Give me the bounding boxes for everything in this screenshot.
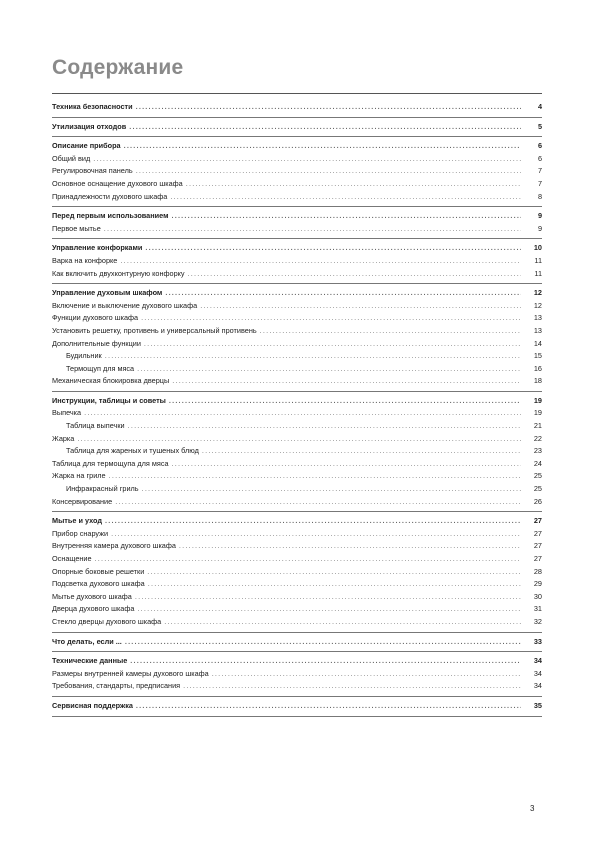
dot-leader	[130, 655, 521, 668]
toc-entry-page: 10	[533, 243, 542, 253]
toc-entry-title: Общий вид	[52, 153, 91, 163]
toc-entry[interactable]	[52, 483, 542, 496]
dot-leader	[164, 616, 521, 629]
toc-entry-page: 27	[533, 528, 542, 538]
title-divider	[52, 93, 542, 94]
toc-entry[interactable]	[52, 255, 542, 268]
toc-entry[interactable]	[52, 680, 542, 693]
dot-leader	[125, 636, 521, 649]
toc-entry-title: Консервирование	[52, 496, 113, 506]
toc-heading[interactable]	[52, 515, 542, 528]
toc-entry-title: Что делать, если ...	[52, 636, 122, 646]
toc-entry-page: 12	[533, 288, 542, 298]
toc-entry-page: 14	[533, 338, 542, 348]
toc-entry-title: Регулировочная панель	[52, 166, 133, 176]
toc-entry[interactable]	[52, 528, 542, 541]
toc-entry-page: 34	[533, 681, 542, 691]
dot-leader	[186, 178, 521, 191]
dot-leader	[111, 528, 521, 541]
toc-entry-title: Механическая блокировка дверцы	[52, 376, 170, 386]
dot-leader	[172, 458, 521, 471]
dot-leader	[260, 325, 521, 338]
dot-leader	[135, 591, 521, 604]
toc-section	[52, 652, 542, 697]
dot-leader	[147, 566, 521, 579]
toc-entry-title: Внутренняя камера духового шкафа	[52, 541, 176, 551]
dot-leader	[77, 433, 521, 446]
toc-entry-page: 7	[537, 178, 542, 188]
dot-leader	[165, 287, 521, 300]
toc-entry[interactable]	[52, 223, 542, 236]
toc-entry-title: Инфракрасный гриль	[66, 484, 139, 494]
toc-entry[interactable]	[52, 603, 542, 616]
dot-leader	[136, 700, 521, 713]
toc-entry[interactable]	[52, 325, 542, 338]
dot-leader	[169, 395, 521, 408]
toc-entry-page: 8	[537, 191, 542, 201]
toc-entry-page: 29	[533, 579, 542, 589]
toc-entry-page: 35	[533, 700, 542, 710]
dot-leader	[188, 268, 521, 281]
dot-leader	[95, 553, 521, 566]
toc-entry-title: Таблица для жареных и тушеных блюд	[66, 446, 199, 456]
toc-entry-page: 13	[533, 325, 542, 335]
toc-entry-page: 25	[533, 471, 542, 481]
toc-entry-title: Дополнительные функции	[52, 338, 141, 348]
toc-entry-page: 12	[533, 300, 542, 310]
dot-leader	[115, 496, 521, 509]
toc-entry-title: Управление конфорками	[52, 243, 143, 253]
toc-entry-title: Основное оснащение духового шкафа	[52, 178, 183, 188]
dot-leader	[172, 375, 521, 388]
dot-leader	[120, 255, 521, 268]
toc-entry-page: 25	[533, 484, 542, 494]
toc-entry-title: Мытье духового шкафа	[52, 591, 132, 601]
dot-leader	[105, 515, 521, 528]
toc-entry-page: 9	[537, 211, 542, 221]
toc-section	[52, 633, 542, 653]
toc-entry-page: 11	[534, 255, 542, 265]
toc-section	[52, 697, 542, 717]
toc-section	[52, 284, 542, 392]
toc-entry-title: Будильник	[66, 351, 102, 361]
toc-entry[interactable]	[52, 445, 542, 458]
toc-entry-page: 30	[533, 591, 542, 601]
dot-leader	[136, 101, 521, 114]
toc-entry-title: Включение и выключение духового шкафа	[52, 300, 198, 310]
table-of-contents	[52, 98, 542, 717]
toc-entry-title: Установить решетку, противень и универсальный противень	[52, 325, 257, 335]
toc-entry-title: Принадлежности духового шкафа	[52, 191, 168, 201]
toc-entry-title: Таблица для термощупа для мяса	[52, 458, 169, 468]
toc-entry-page: 16	[533, 363, 542, 373]
toc-entry-page: 4	[537, 102, 542, 111]
toc-entry[interactable]	[52, 178, 542, 191]
toc-entry-page: 33	[533, 636, 542, 646]
toc-section	[52, 137, 542, 207]
toc-entry-title: Как включить двухконтурную конфорку	[52, 268, 185, 278]
toc-entry-page: 26	[533, 496, 542, 506]
dot-leader	[128, 420, 521, 433]
toc-entry-page: 24	[533, 458, 542, 468]
toc-entry-page: 11	[534, 268, 542, 278]
dot-leader	[105, 350, 521, 363]
toc-entry-title: Жарка на гриле	[52, 471, 106, 481]
page-title: Содержание	[52, 56, 184, 79]
toc-entry[interactable]	[52, 191, 542, 204]
toc-heading[interactable]	[52, 700, 542, 713]
toc-entry-page: 22	[533, 433, 542, 443]
toc-heading[interactable]	[52, 140, 542, 153]
toc-heading[interactable]	[52, 121, 542, 134]
toc-heading[interactable]	[52, 636, 542, 649]
toc-entry-title: Управление духовым шкафом	[52, 288, 163, 298]
toc-entry-title: Выпечка	[52, 408, 82, 418]
toc-entry[interactable]	[52, 433, 542, 446]
toc-entry-page: 27	[533, 516, 542, 526]
toc-entry-page: 7	[537, 166, 542, 176]
toc-entry-page: 5	[537, 121, 542, 131]
toc-entry[interactable]	[52, 566, 542, 579]
toc-entry[interactable]	[52, 668, 542, 681]
dot-leader	[141, 312, 521, 325]
toc-entry-page: 19	[533, 395, 542, 405]
toc-heading[interactable]	[52, 655, 542, 668]
toc-entry[interactable]	[52, 591, 542, 604]
toc-entry-page: 13	[533, 313, 542, 323]
toc-heading[interactable]	[52, 287, 542, 300]
toc-entry[interactable]	[52, 312, 542, 325]
toc-entry-page: 34	[533, 668, 542, 678]
dot-leader	[93, 153, 521, 166]
dot-leader	[179, 540, 521, 553]
toc-entry-title: Описание прибора	[52, 141, 121, 151]
toc-entry-title: Таблица выпечки	[66, 421, 125, 431]
page-number: 3	[530, 804, 535, 813]
toc-entry-title: Прибор снаружи	[52, 528, 109, 538]
toc-section	[52, 98, 542, 118]
toc-section	[52, 118, 542, 138]
dot-leader	[145, 242, 521, 255]
dot-leader	[104, 223, 521, 236]
dot-leader	[137, 363, 521, 376]
toc-entry[interactable]	[52, 578, 542, 591]
toc-entry[interactable]	[52, 540, 542, 553]
toc-entry-page: 21	[533, 421, 542, 431]
toc-entry-title: Техника безопасности	[52, 102, 133, 111]
dot-leader	[172, 210, 522, 223]
toc-entry-title: Сервисная поддержка	[52, 700, 133, 710]
dot-leader	[144, 338, 521, 351]
toc-entry-page: 23	[533, 446, 542, 456]
toc-entry-title: Перед первым использованием	[52, 211, 169, 221]
dot-leader	[148, 578, 521, 591]
toc-entry-title: Опорные боковые решетки	[52, 566, 145, 576]
dot-leader	[129, 121, 521, 134]
dot-leader	[200, 300, 521, 313]
toc-entry[interactable]	[52, 363, 542, 376]
toc-entry-page: 27	[533, 554, 542, 563]
dot-leader	[170, 191, 521, 204]
toc-heading[interactable]	[52, 242, 542, 255]
toc-entry[interactable]	[52, 300, 542, 313]
toc-entry[interactable]	[52, 458, 542, 471]
toc-entry-title: Размеры внутренней камеры духового шкафа	[52, 668, 209, 678]
toc-entry-title: Утилизация отходов	[52, 121, 127, 131]
dot-leader	[202, 445, 521, 458]
toc-entry[interactable]	[52, 375, 542, 388]
toc-entry-title: Оснащение	[52, 554, 92, 563]
toc-entry-page: 15	[533, 351, 542, 361]
toc-entry[interactable]	[52, 338, 542, 351]
toc-section	[52, 239, 542, 284]
toc-entry-page: 32	[533, 616, 542, 626]
toc-entry[interactable]	[52, 268, 542, 281]
dot-leader	[212, 668, 521, 681]
toc-entry-page: 28	[533, 566, 542, 576]
toc-entry-page: 6	[537, 141, 542, 151]
dot-leader	[183, 680, 521, 693]
toc-entry-title: Функции духового шкафа	[52, 313, 139, 323]
dot-leader	[136, 165, 521, 178]
toc-heading[interactable]	[52, 101, 542, 114]
toc-entry-title: Технические данные	[52, 656, 128, 666]
toc-entry-page: 9	[537, 223, 542, 233]
toc-entry-page: 18	[533, 376, 542, 386]
toc-entry[interactable]	[52, 165, 542, 178]
toc-entry-page: 31	[533, 604, 542, 614]
toc-entry[interactable]	[52, 470, 542, 483]
toc-entry[interactable]	[52, 407, 542, 420]
toc-entry-page: 34	[533, 656, 542, 666]
toc-entry-page: 19	[533, 408, 542, 418]
toc-entry[interactable]	[52, 350, 542, 363]
toc-entry-title: Мытье и уход	[52, 516, 102, 526]
toc-entry[interactable]	[52, 153, 542, 166]
toc-entry-title: Требования, стандарты, предписания	[52, 681, 181, 691]
toc-entry-title: Первое мытье	[52, 223, 101, 233]
toc-section	[52, 207, 542, 239]
toc-entry-title: Инструкции, таблицы и советы	[52, 395, 166, 405]
toc-heading[interactable]	[52, 395, 542, 408]
toc-entry-page: 6	[537, 153, 542, 163]
toc-entry[interactable]	[52, 553, 542, 566]
toc-entry-title: Дверца духового шкафа	[52, 604, 135, 614]
toc-section	[52, 392, 542, 512]
dot-leader	[109, 470, 521, 483]
toc-entry-title: Стекло дверцы духового шкафа	[52, 616, 162, 626]
toc-entry[interactable]	[52, 616, 542, 629]
toc-entry[interactable]	[52, 420, 542, 433]
dot-leader	[137, 603, 521, 616]
dot-leader	[84, 407, 521, 420]
toc-entry-title: Жарка	[52, 433, 75, 443]
toc-entry-title: Термощуп для мяса	[66, 363, 135, 373]
toc-entry[interactable]	[52, 496, 542, 509]
toc-entry-title: Варка на конфорке	[52, 255, 118, 265]
toc-entry-title: Подсветка духового шкафа	[52, 579, 145, 589]
toc-heading[interactable]	[52, 210, 542, 223]
dot-leader	[142, 483, 521, 496]
toc-section	[52, 512, 542, 632]
toc-entry-page: 27	[533, 541, 542, 551]
dot-leader	[124, 140, 521, 153]
